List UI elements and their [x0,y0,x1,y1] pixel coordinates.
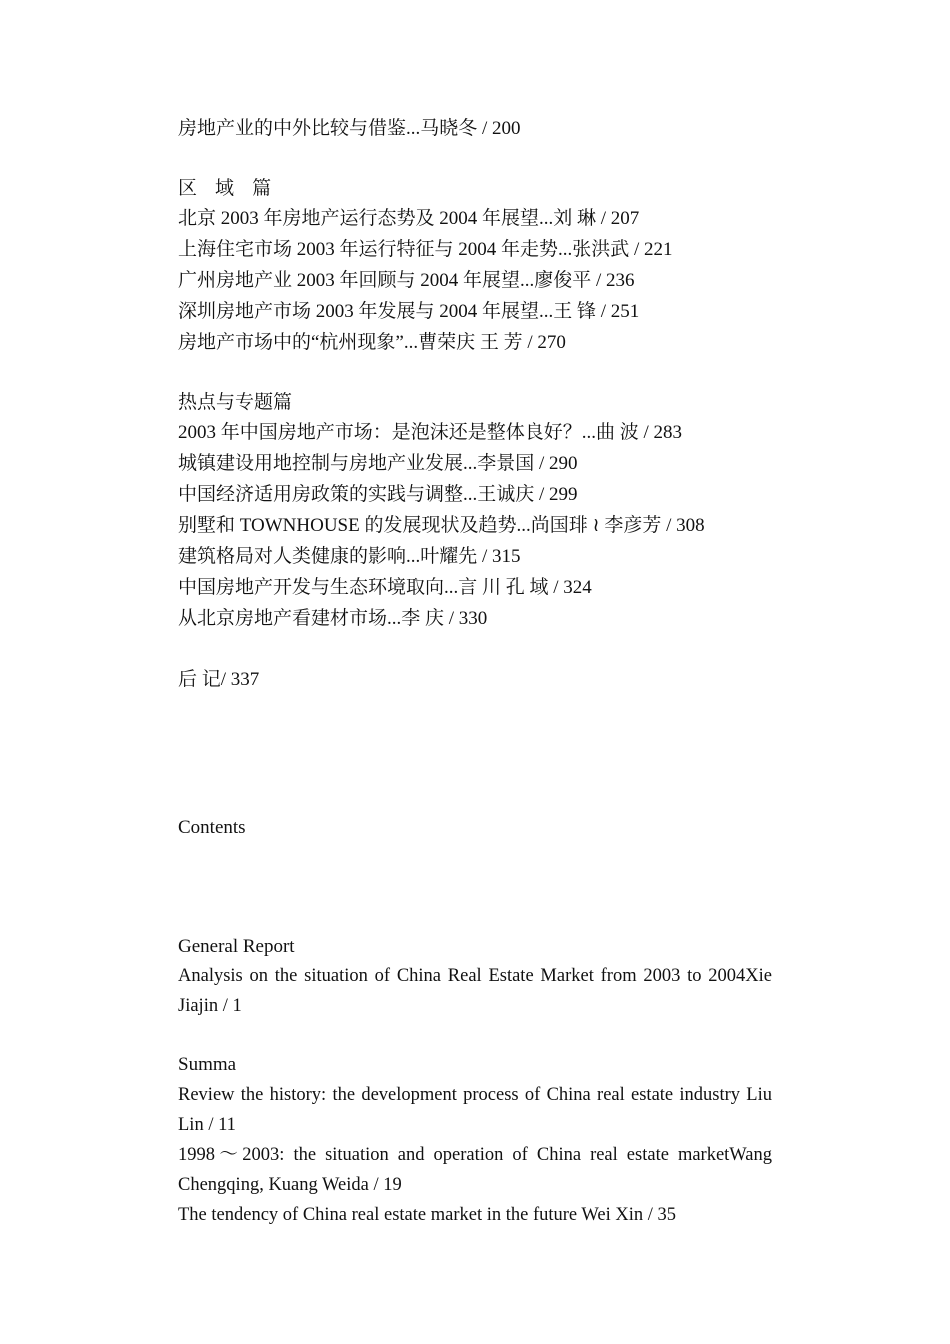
toc-item: Review the history: the development process of China real estate industry Liu Lin / 11 [178,1085,772,1135]
toc-item: 建筑格局对人类健康的影响...叶耀先 / 315 [178,546,521,567]
section-heading-general-report: General Report [178,936,295,957]
section-heading-hotspot: 热点与专题篇 [178,392,293,413]
toc-item: 2003 年中国房地产市场：是泡沫还是整体良好？...曲 波 / 283 [178,422,683,443]
toc-item: 上海住宅市场 2003 年运行特征与 2004 年走势...张洪武 / 221 [178,239,673,260]
section-heading-regional: 区 域 篇 [178,178,278,199]
toc-item: 深圳房地产市场 2003 年发展与 2004 年展望...王 锋 / 251 [178,301,640,322]
toc-item: Analysis on the situation of China Real Estate Market from 2003 to 2004Xie Jiajin / 1 [178,966,772,1016]
toc-item: 广州房地产业 2003 年回顾与 2004 年展望...廖俊平 / 236 [178,270,635,291]
section-heading-summa: Summa [178,1054,237,1075]
toc-item: 别墅和 TOWNHOUSE 的发展现状及趋势...尚国琲 ≀ 李彦芳 / 308 [178,515,705,536]
toc-item: 房地产业的中外比较与借鉴...马晓冬 / 200 [178,118,521,139]
contents-heading: Contents [178,817,246,838]
toc-item: 北京 2003 年房地产运行态势及 2004 年展望...刘 琳 / 207 [178,208,640,229]
toc-item: 1998～2003: the situation and operation of China real estate marketWang Chengqing, Kuang Weida / 19 [178,1145,772,1195]
toc-item: 房地产市场中的“杭州现象”...曹荣庆 王 芳 / 270 [178,332,566,353]
toc-item: 城镇建设用地控制与房地产业发展...李景国 / 290 [178,453,578,474]
toc-item: The tendency of China real estate market in the future Wei Xin / 35 [178,1205,677,1225]
toc-item: 从北京房地产看建材市场...李 庆 / 330 [178,608,488,629]
toc-item: 中国经济适用房政策的实践与调整...王诚庆 / 299 [178,484,578,505]
toc-item: 中国房地产开发与生态环境取向...言 川 孔 域 / 324 [178,577,592,598]
toc-item-afterword: 后 记/ 337 [178,669,260,690]
